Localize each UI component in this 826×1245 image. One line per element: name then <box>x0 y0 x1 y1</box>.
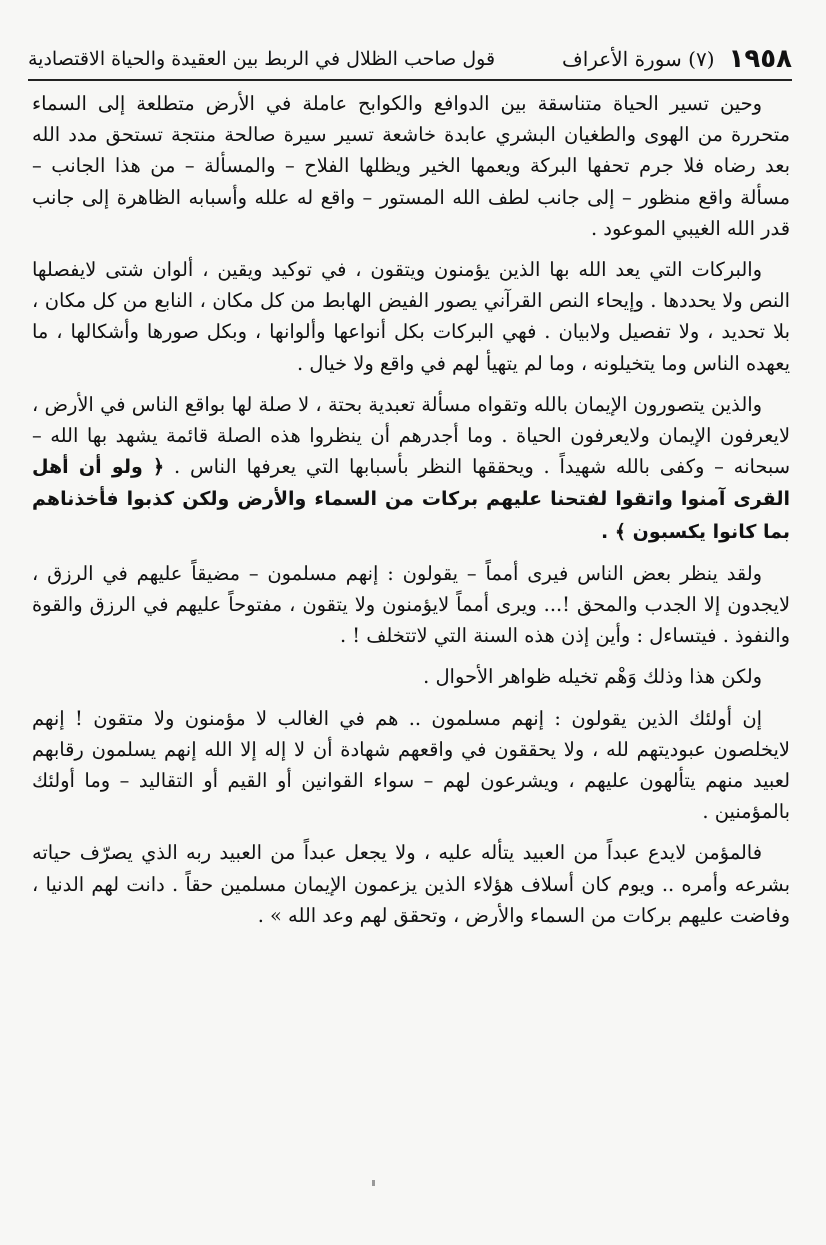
paragraph-text: فالمؤمن لايدع عبداً من العبيد يتأله عليه ، ولا يجعل عبداً من العبيد ربه الذي يصرّف حياته بشرعه وأمره .. ويوم كان أسلاف هؤلاء الذين يزعمون الإيمان مسلمين حقاً . دانت لهم الدنيا ، وفاضت عليهم بركات من السماء والأرض ، وتحقق لهم وعد الله » . <box>32 841 790 927</box>
quran-verse: ﴿ ولو أن أهل القرى آمنوا واتقوا لفتحنا عليهم بركات من السماء والأرض ولكن كذبوا فأخذناهم بما كانوا يكسبون ﴾ . <box>32 456 790 543</box>
paragraph <box>32 558 790 652</box>
paragraph-text: ولقد ينظر بعض الناس فيرى أمماً – يقولون : إنهم مسلمون – مضيقاً عليهم في الرزق ، لايجدون إلا الجدب والمحق !... ويرى أمماً لايؤمنون ولا يتقون ، مفتوحاً عليهم في الرزق والقوة والنفوذ . فيتساءل : وأين إذن هذه السنة التي لاتتخلف ! . <box>32 561 790 648</box>
paragraph <box>32 88 790 244</box>
running-title: قول صاحب الظلال في الربط بين العقيدة والحياة الاقتصادية <box>28 48 496 70</box>
page-header <box>28 40 792 78</box>
paragraph <box>32 837 790 931</box>
paragraph-text: والبركات التي يعد الله بها الذين يؤمنون ويتقون ، في توكيد ويقين ، ألوان شتى لايفصلها النص ولا يحددها . وإيحاء النص القرآني يصور الفيض الهابط من كل مكان ، النابع من كل مكان ، بلا تحديد ، ولا تفصيل ولابيان . فهي البركات بكل أنواعها وألوانها ، وبكل صورها وأشكالها ، ما يعهده الناس وما يتخيلونه ، وما لم يتهيأ لهم في واقع ولا خيال . <box>32 258 790 375</box>
paragraph-text: والذين يتصورون الإيمان بالله وتقواه مسألة تعبدية بحتة ، لا صلة لها بواقع الناس في الأرض ، لايعرفون الإيمان ولايعرفون الحياة . وما أجدرهم أن ينظروا هذه الصلة قائمة يشهد بها الله – سبحانه – وكفى بالله شهيداً . ويحققها النظر بأسبابها التي يعرفها الناس . <box>32 392 790 479</box>
paragraph-text: إن أولئك الذين يقولون : إنهم مسلمون .. هم في الغالب لا مؤمنون ولا متقون ! إنهم لايخلصون عبوديتهم لله ، ولا يحققون في واقعهم شهادة أن لا إله إلا الله إنهم يسلمون رقابهم لعبيد منهم يتألهون عليهم ، ويشرعون لهم – سواء القوانين أو القيم أو التقاليد – وما أولئك بالمؤمنين . <box>32 706 790 824</box>
paragraph <box>32 661 790 692</box>
header-rule <box>28 79 792 81</box>
surah-label: (٧) سورة الأعراف <box>561 47 715 71</box>
paragraph <box>32 389 790 548</box>
paragraph-text: ولكن هذا وذلك وَهْم تخيله ظواهر الأحوال . <box>423 665 762 689</box>
page-number: ١٩٥٨ <box>728 44 792 74</box>
print-speck <box>372 1180 375 1186</box>
paragraph-text: وحين تسير الحياة متناسقة بين الدوافع والكوابح عاملة في الأرض متطلعة إلى السماء متحررة من الهوى والطغيان البشري عابدة خاشعة تسير سيرة صالحة منتجة تستحق مدد الله بعد رضاه فلا جرم تحفها البركة ويعمها الخير ويظلها الفلاح – والمسألة – من هذا الجانب – مسألة واقع منظور – إلى جانب لطف الله المستور – واقع له علله وأسبابه الظاهرة إلى جانب قدر الله الغيبي الموعود . <box>32 92 790 240</box>
paragraph <box>32 254 790 379</box>
page-body <box>32 88 790 931</box>
paragraph <box>32 703 790 828</box>
